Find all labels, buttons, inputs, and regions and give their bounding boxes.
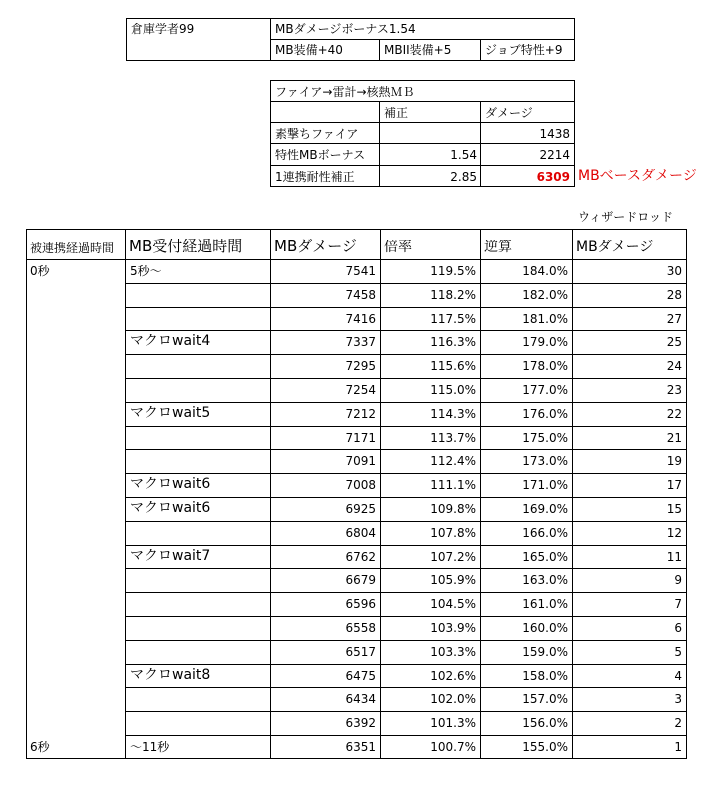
row-mb: 1	[674, 741, 682, 753]
row-reverse: 176.0%	[522, 408, 568, 420]
row-rate: 111.1%	[430, 479, 476, 491]
row-rate: 102.0%	[430, 693, 476, 705]
table-row-line	[125, 426, 686, 427]
row-rate: 112.4%	[430, 455, 476, 467]
table-row-line	[125, 449, 686, 450]
row-rate: 116.3%	[430, 336, 476, 348]
row-rate: 114.3%	[430, 408, 476, 420]
table-row-line	[125, 378, 686, 379]
row-reverse: 155.0%	[522, 741, 568, 753]
mb-equip: MB装備+40	[275, 44, 343, 56]
row-mb-damage: 7171	[345, 432, 376, 444]
table-row-line	[125, 592, 686, 593]
table-col-line	[125, 229, 126, 759]
table-row-line	[125, 664, 686, 665]
row-reverse: 182.0%	[522, 289, 568, 301]
calc-row-label: 素撃ちファイア	[275, 128, 359, 140]
row-mb-damage: 7541	[345, 265, 376, 277]
row-reverse: 157.0%	[522, 693, 568, 705]
row-mb: 2	[674, 717, 682, 729]
row-mb: 7	[674, 598, 682, 610]
row-reverse: 160.0%	[522, 622, 568, 634]
row-reverse: 175.0%	[522, 432, 568, 444]
table-row-line	[125, 568, 686, 569]
row-elapsed-mb: マクロwait5	[130, 406, 211, 420]
row-mb-damage: 6392	[345, 717, 376, 729]
calc-row-label: 1連携耐性補正	[275, 171, 355, 183]
mb-base-damage-note: MBベースダメージ	[578, 169, 697, 183]
row-elapsed-mb: 5秒～	[130, 265, 162, 277]
row-mb: 28	[666, 289, 682, 301]
row-rate: 102.6%	[430, 670, 476, 682]
top-divider-h	[270, 39, 575, 40]
row-mb-damage: 7212	[345, 408, 376, 420]
calc-row-adj: 1.54	[450, 149, 477, 161]
header-elapsed-mb: MB受付経過時間	[129, 239, 243, 254]
calc-header-adj: 補正	[384, 107, 409, 119]
row-mb: 24	[666, 360, 682, 372]
table-row-line	[125, 711, 686, 712]
calc-line-3	[270, 143, 575, 144]
row-elapsed-chain: 6秒	[30, 741, 50, 753]
header-elapsed-chain: 被連携経過時間	[30, 242, 115, 254]
row-mb: 4	[674, 670, 682, 682]
row-mb-damage: 6762	[345, 551, 376, 563]
row-elapsed-mb: マクロwait7	[130, 549, 211, 563]
header-mb-damage: MBダメージ	[274, 239, 357, 254]
calc-row-dmg: 6309	[536, 171, 570, 183]
row-elapsed-mb: マクロwait8	[130, 668, 211, 682]
row-rate: 104.5%	[430, 598, 476, 610]
row-mb-damage: 6517	[345, 646, 376, 658]
row-mb-damage: 7008	[345, 479, 376, 491]
table-row-line	[125, 640, 686, 641]
row-reverse: 166.0%	[522, 527, 568, 539]
header-reverse: 逆算	[484, 240, 512, 254]
table-row-line	[125, 473, 686, 474]
row-rate: 101.3%	[430, 717, 476, 729]
row-mb-damage: 7295	[345, 360, 376, 372]
row-rate: 105.9%	[430, 574, 476, 586]
mb-bonus: MBダメージボーナス1.54	[275, 23, 416, 35]
top-divider-2	[379, 39, 380, 61]
calc-row-label: 特性MBボーナス	[275, 149, 366, 161]
calc-row-dmg: 1438	[539, 128, 570, 140]
row-reverse: 179.0%	[522, 336, 568, 348]
row-reverse: 159.0%	[522, 646, 568, 658]
header-mb-damage-2: MBダメージ	[576, 240, 654, 254]
row-mb: 19	[666, 455, 682, 467]
row-mb: 30	[666, 265, 682, 277]
row-rate: 100.7%	[430, 741, 476, 753]
row-mb: 3	[674, 693, 682, 705]
row-mb-damage: 7091	[345, 455, 376, 467]
calc-line-1	[270, 101, 575, 102]
row-mb: 11	[666, 551, 682, 563]
row-mb-damage: 6804	[345, 527, 376, 539]
row-mb-damage: 6925	[345, 503, 376, 515]
row-reverse: 156.0%	[522, 717, 568, 729]
row-mb: 21	[666, 432, 682, 444]
row-mb-damage: 6558	[345, 622, 376, 634]
row-reverse: 158.0%	[522, 670, 568, 682]
row-rate: 118.2%	[430, 289, 476, 301]
row-elapsed-mb: マクロwait6	[130, 501, 211, 515]
row-rate: 107.8%	[430, 527, 476, 539]
row-mb-damage: 6475	[345, 670, 376, 682]
row-reverse: 173.0%	[522, 455, 568, 467]
calc-line-2	[270, 122, 575, 123]
job-trait: ジョブ特性+9	[485, 44, 563, 56]
row-mb-damage: 6351	[345, 741, 376, 753]
row-rate: 115.0%	[430, 384, 476, 396]
row-rate: 117.5%	[430, 313, 476, 325]
table-row-line	[125, 307, 686, 308]
row-mb: 6	[674, 622, 682, 634]
row-rate: 103.9%	[430, 622, 476, 634]
row-elapsed-mb: マクロwait4	[130, 334, 211, 348]
row-rate: 103.3%	[430, 646, 476, 658]
table-row-line	[125, 402, 686, 403]
row-reverse: 163.0%	[522, 574, 568, 586]
header-rate: 倍率	[384, 240, 412, 254]
row-mb: 22	[666, 408, 682, 420]
row-mb: 9	[674, 574, 682, 586]
row-reverse: 165.0%	[522, 551, 568, 563]
row-mb: 23	[666, 384, 682, 396]
calc-row-adj: 2.85	[450, 171, 477, 183]
row-mb-damage: 6434	[345, 693, 376, 705]
table-row-line	[125, 521, 686, 522]
row-mb: 12	[666, 527, 682, 539]
row-mb-damage: 6679	[345, 574, 376, 586]
calc-row-dmg: 2214	[539, 149, 570, 161]
row-mb-damage: 7458	[345, 289, 376, 301]
row-elapsed-mb: ～11秒	[130, 741, 170, 753]
table-row-line	[125, 545, 686, 546]
row-mb-damage: 6596	[345, 598, 376, 610]
row-reverse: 184.0%	[522, 265, 568, 277]
table-row-line	[125, 497, 686, 498]
table-row-line	[125, 330, 686, 331]
weapon-label: ウィザードロッド	[578, 211, 674, 223]
table-row-line	[125, 354, 686, 355]
table-row-line	[125, 283, 686, 284]
row-reverse: 169.0%	[522, 503, 568, 515]
character-name: 倉庫学者99	[131, 23, 195, 35]
row-reverse: 161.0%	[522, 598, 568, 610]
row-mb: 15	[666, 503, 682, 515]
row-rate: 119.5%	[430, 265, 476, 277]
row-mb-damage: 7254	[345, 384, 376, 396]
row-mb: 25	[666, 336, 682, 348]
calc-line-4	[270, 165, 575, 166]
table-row-line	[125, 687, 686, 688]
row-mb: 17	[666, 479, 682, 491]
row-rate: 115.6%	[430, 360, 476, 372]
row-elapsed-chain: 0秒	[30, 265, 50, 277]
top-divider-3	[480, 39, 481, 61]
row-reverse: 171.0%	[522, 479, 568, 491]
row-reverse: 177.0%	[522, 384, 568, 396]
row-mb: 27	[666, 313, 682, 325]
row-reverse: 178.0%	[522, 360, 568, 372]
row-rate: 107.2%	[430, 551, 476, 563]
table-row-line	[125, 735, 686, 736]
row-mb-damage: 7416	[345, 313, 376, 325]
calc-header-dmg: ダメージ	[485, 107, 533, 119]
mb2-equip: MBII装備+5	[384, 44, 452, 56]
row-elapsed-mb: マクロwait6	[130, 477, 211, 491]
row-rate: 113.7%	[430, 432, 476, 444]
row-mb: 5	[674, 646, 682, 658]
row-reverse: 181.0%	[522, 313, 568, 325]
row-mb-damage: 7337	[345, 336, 376, 348]
table-row-line	[125, 616, 686, 617]
row-rate: 109.8%	[430, 503, 476, 515]
calc-title: ファイア→雷計→核熱ＭＢ	[275, 86, 415, 98]
